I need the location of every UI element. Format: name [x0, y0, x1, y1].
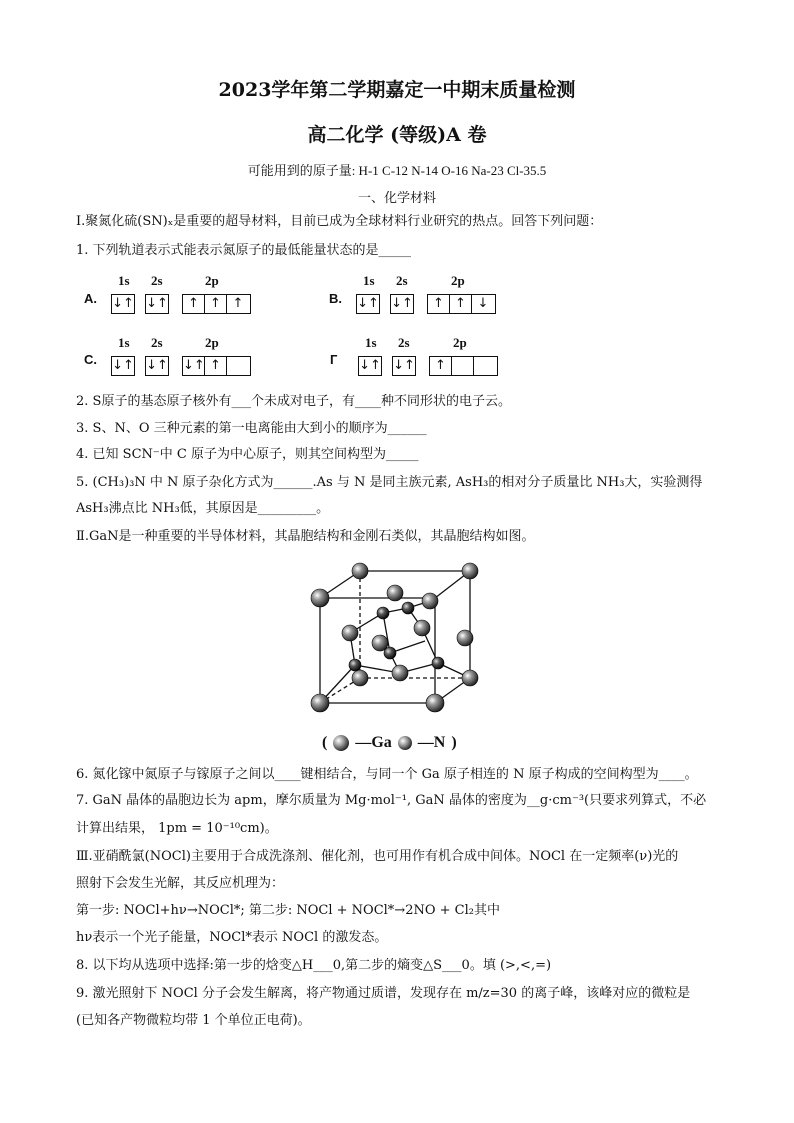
ga-atom-icon [333, 735, 349, 751]
option-d-label: Г [330, 352, 338, 367]
part1-intro: I.聚氮化硫(SN)ₓ是重要的超导材料，目前已成为全球材料行业研究的热点。回答下列问题： [76, 214, 603, 229]
option-a-1s-box: ↓↑ [111, 294, 135, 314]
part3-intro-line2: 照射下会发生光解，其反应机理为： [76, 876, 285, 891]
reaction-mechanism: 第一步: NOCl+hν→NOCl*; 第二步: NOCl + NOCl*→2NO + Cl₂其中 [76, 903, 500, 918]
option-d-1s-box: ↓↑ [358, 356, 382, 376]
question-9-line2: (已知各产物微粒均带 1 个单位正电荷)。 [76, 1013, 311, 1028]
option-a-2p-box: ↑ ↑ ↑ [182, 294, 251, 314]
question-4: 4. 已知 SCN⁻中 C 原子为中心原子，则其空间构型为_____ [76, 447, 419, 462]
question-5-line1: 5. (CH₃)₃N 中 N 原子杂化方式为______.As 与 N 是同主族元素, AsH₃的相对分子质量比 NH₃大，实验测得 [76, 475, 703, 490]
label-2s: 2s [151, 335, 163, 350]
option-b-2p-box: ↑ ↑ ↓ [427, 294, 496, 314]
section-heading: 一、化学材料 [357, 191, 436, 206]
option-b-1s-box: ↓↑ [356, 294, 380, 314]
label-2s: 2s [396, 273, 408, 288]
part2-intro: Ⅱ.GaN是一种重要的半导体材料，其晶胞结构和金刚石类似，其晶胞结构如图。 [76, 529, 535, 544]
legend-close-paren: ) [451, 734, 457, 751]
question-5-line2: AsH₃沸点比 NH₃低，其原因是_________。 [76, 501, 330, 516]
option-c-1s-box: ↓↑ [111, 356, 135, 376]
atomic-masses: 可能用到的原子量: H-1 C-12 N-14 O-16 Na-23 Cl-35.5 [247, 163, 547, 178]
n-atom-icon [398, 736, 412, 750]
option-c-2p-box: ↓↑ ↑ [182, 356, 251, 376]
label-2p: 2p [205, 335, 219, 350]
question-8: 8. 以下均从选项中选择:第一步的焓变△H___0,第二步的熵变△S___0。填 (>,<,=) [76, 958, 552, 973]
question-3: 3. S、N、O 三种元素的第一电离能由大到小的顺序为______ [76, 421, 427, 436]
gan-unit-cell-diagram [290, 553, 500, 723]
legend-n: —N [417, 734, 446, 751]
label-1s: 1s [363, 273, 375, 288]
label-2s: 2s [151, 273, 163, 288]
question-6: 6. 氮化镓中氮原子与镓原子之间以____键相结合，与同一个 Ga 原子相连的 N 原子构成的空间构型为____。 [76, 767, 698, 782]
question-1: 1. 下列轨道表示式能表示氮原子的最低能量状态的是_____ [76, 243, 412, 258]
label-1s: 1s [118, 273, 130, 288]
diagram-legend [322, 734, 457, 752]
legend-ga: —Ga [355, 734, 392, 751]
option-b-2s-box: ↓↑ [390, 294, 414, 314]
option-c-2s-box: ↓↑ [145, 356, 169, 376]
option-b-label: B. [329, 291, 342, 306]
question-2: 2. S原子的基态原子核外有___个未成对电子，有____种不同形状的电子云。 [76, 394, 511, 409]
option-d-2s-box: ↓↑ [392, 356, 416, 376]
option-a-2s-box: ↓↑ [145, 294, 169, 314]
question-7-line2: 计算出结果， 1pm = 10⁻¹⁰cm)。 [76, 821, 278, 836]
option-c-label: C. [84, 352, 97, 367]
exam-subtitle: 高二化学 (等级)A 卷 [307, 124, 487, 146]
legend-open-paren: ( [322, 734, 328, 751]
label-1s: 1s [365, 335, 377, 350]
label-2p: 2p [205, 273, 219, 288]
question-9-line1: 9. 激光照射下 NOCl 分子会发生解离，将产物通过质谱，发现存在 m/z=30 的离子峰，该峰对应的微粒是 [76, 986, 691, 1001]
label-2p: 2p [453, 335, 467, 350]
exam-title: 2023学年第二学期嘉定一中期末质量检测 [218, 79, 576, 101]
part3-intro-line1: Ⅲ.亚硝酰氯(NOCl)主要用于合成洗涤剂、催化剂，也可用作有机合成中间体。NOCl 在一定频率(ν)光的 [76, 849, 679, 864]
label-1s: 1s [118, 335, 130, 350]
mechanism-note: hν表示一个光子能量，NOCl*表示 NOCl 的激发态。 [76, 930, 388, 945]
option-d-2p-box: ↑ [429, 356, 498, 376]
question-7-line1: 7. GaN 晶体的晶胞边长为 apm，摩尔质量为 Mg·mol⁻¹, GaN 晶体的密度为__g·cm⁻³(只要求列算式，不必 [76, 793, 707, 808]
label-2s: 2s [398, 335, 410, 350]
label-2p: 2p [451, 273, 465, 288]
option-a-label: A. [84, 291, 97, 306]
